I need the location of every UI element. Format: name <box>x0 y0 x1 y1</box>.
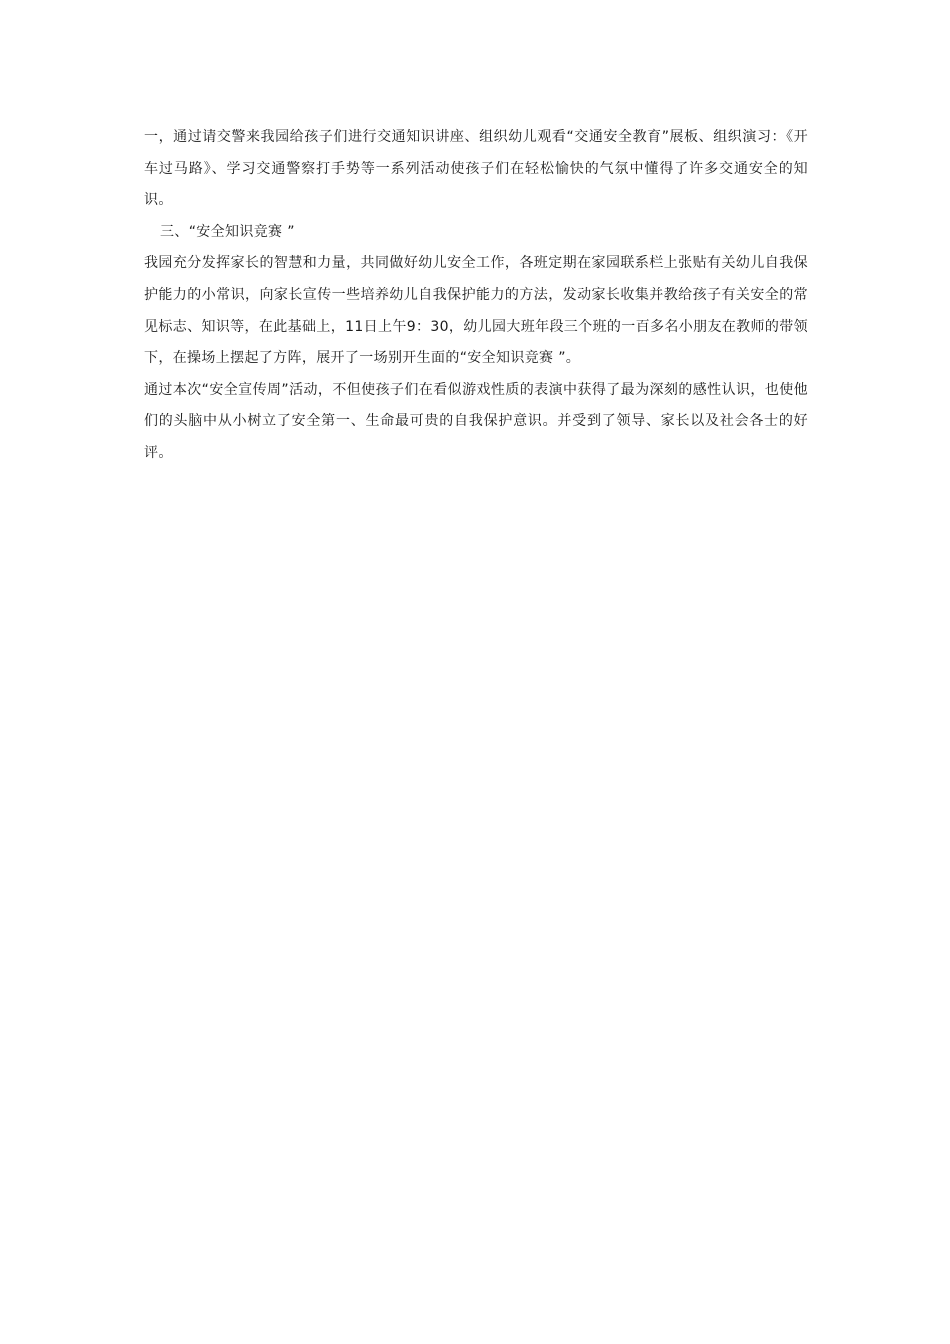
document-body <box>144 122 808 470</box>
paragraph-safety-quiz: 我园充分发挥家长的智慧和力量，共同做好幼儿安全工作，各班定期在家园联系栏上张贴有关幼儿自我保护能力的小常识，向家长宣传一些培养幼儿自我保护能力的方法，发动家长收集并教给孩子有关安全的常见标志、知识等，在此基础上，11日上午9：30，幼儿园大班年段三个班的一百多名小朋友在教师的带领下，在操场上摆起了方阵，展开了一场别开生面的“安全知识竞赛 ”。 <box>144 255 808 367</box>
paragraph-traffic-safety: 一，通过请交警来我园给孩子们进行交通知识讲座、组织幼儿观看“交通安全教育”展板、组织演习：《开车过马路》、学习交通警察打手势等一系列活动使孩子们在轻松愉快的气氛中懂得了许多交通安全的知识。 <box>144 129 808 209</box>
paragraph-summary: 通过本次“安全宣传周”活动，不但使孩子们在看似游戏性质的表演中获得了最为深刻的感性认识，也使他们的头脑中从小树立了安全第一、生命最可贵的自我保护意识。并受到了领导、家长以及社会各士的好评。 <box>144 381 808 461</box>
section-heading-safety-quiz: 三、“安全知识竞赛 ” <box>160 223 295 240</box>
